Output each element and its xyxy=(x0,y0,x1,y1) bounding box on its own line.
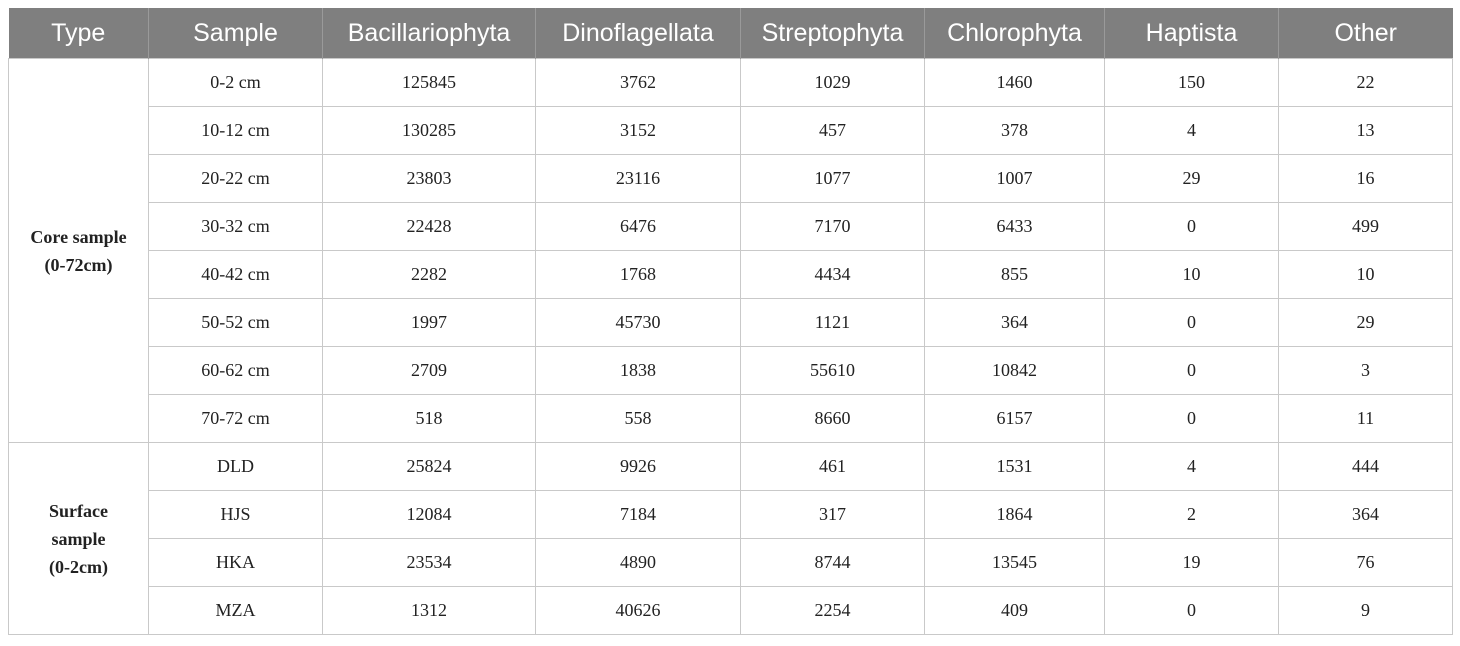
cell-other: 16 xyxy=(1279,155,1453,203)
table-row xyxy=(9,539,1453,587)
header-sample: Sample xyxy=(149,8,323,59)
cell-haptista: 0 xyxy=(1105,203,1279,251)
header-bacillariophyta: Bacillariophyta xyxy=(323,8,536,59)
header-haptista: Haptista xyxy=(1105,8,1279,59)
header-chlorophyta: Chlorophyta xyxy=(925,8,1105,59)
cell-bacillariophyta: 1312 xyxy=(323,587,536,635)
cell-bacillariophyta: 12084 xyxy=(323,491,536,539)
group-type-cell xyxy=(9,443,149,635)
cell-bacillariophyta: 2282 xyxy=(323,251,536,299)
cell-streptophyta: 55610 xyxy=(741,347,925,395)
table-row xyxy=(9,347,1453,395)
table-row xyxy=(9,491,1453,539)
cell-sample: MZA xyxy=(149,587,323,635)
group-type-label-line: sample xyxy=(51,528,106,549)
cell-bacillariophyta: 2709 xyxy=(323,347,536,395)
cell-haptista: 10 xyxy=(1105,251,1279,299)
table-row xyxy=(9,251,1453,299)
header-other: Other xyxy=(1279,8,1453,59)
cell-dinoflagellata: 3762 xyxy=(536,59,741,107)
cell-chlorophyta: 364 xyxy=(925,299,1105,347)
cell-haptista: 19 xyxy=(1105,539,1279,587)
cell-haptista: 0 xyxy=(1105,587,1279,635)
table-body xyxy=(9,59,1453,635)
cell-streptophyta: 457 xyxy=(741,107,925,155)
cell-chlorophyta: 13545 xyxy=(925,539,1105,587)
table-row xyxy=(9,395,1453,443)
cell-other: 29 xyxy=(1279,299,1453,347)
cell-other: 444 xyxy=(1279,443,1453,491)
header-dinoflagellata: Dinoflagellata xyxy=(536,8,741,59)
cell-other: 3 xyxy=(1279,347,1453,395)
header-type: Type xyxy=(9,8,149,59)
table-row xyxy=(9,299,1453,347)
group-type-cell xyxy=(9,59,149,443)
cell-bacillariophyta: 1997 xyxy=(323,299,536,347)
cell-sample: 60-62 cm xyxy=(149,347,323,395)
table-row xyxy=(9,443,1453,491)
cell-streptophyta: 8744 xyxy=(741,539,925,587)
header-streptophyta: Streptophyta xyxy=(741,8,925,59)
cell-dinoflagellata: 1768 xyxy=(536,251,741,299)
cell-chlorophyta: 1531 xyxy=(925,443,1105,491)
cell-streptophyta: 8660 xyxy=(741,395,925,443)
cell-haptista: 29 xyxy=(1105,155,1279,203)
cell-streptophyta: 4434 xyxy=(741,251,925,299)
abundance-table xyxy=(8,8,1453,635)
cell-bacillariophyta: 518 xyxy=(323,395,536,443)
cell-bacillariophyta: 25824 xyxy=(323,443,536,491)
cell-other: 22 xyxy=(1279,59,1453,107)
cell-haptista: 4 xyxy=(1105,107,1279,155)
group-type-label-line: Core sample xyxy=(30,226,127,247)
cell-chlorophyta: 1007 xyxy=(925,155,1105,203)
group-type-label-line: (0-72cm) xyxy=(44,254,113,275)
cell-chlorophyta: 378 xyxy=(925,107,1105,155)
cell-sample: 40-42 cm xyxy=(149,251,323,299)
cell-sample: 20-22 cm xyxy=(149,155,323,203)
data-table-container xyxy=(8,8,1452,635)
group-type-label-line: (0-2cm) xyxy=(49,556,108,577)
cell-haptista: 150 xyxy=(1105,59,1279,107)
cell-sample: 0-2 cm xyxy=(149,59,323,107)
cell-dinoflagellata: 7184 xyxy=(536,491,741,539)
cell-bacillariophyta: 125845 xyxy=(323,59,536,107)
cell-chlorophyta: 855 xyxy=(925,251,1105,299)
cell-other: 13 xyxy=(1279,107,1453,155)
cell-chlorophyta: 1864 xyxy=(925,491,1105,539)
cell-streptophyta: 7170 xyxy=(741,203,925,251)
cell-other: 9 xyxy=(1279,587,1453,635)
cell-other: 10 xyxy=(1279,251,1453,299)
cell-sample: DLD xyxy=(149,443,323,491)
cell-dinoflagellata: 6476 xyxy=(536,203,741,251)
cell-chlorophyta: 1460 xyxy=(925,59,1105,107)
cell-other: 499 xyxy=(1279,203,1453,251)
cell-bacillariophyta: 23803 xyxy=(323,155,536,203)
table-header xyxy=(9,8,1453,59)
cell-chlorophyta: 6433 xyxy=(925,203,1105,251)
cell-sample: 30-32 cm xyxy=(149,203,323,251)
cell-dinoflagellata: 558 xyxy=(536,395,741,443)
cell-dinoflagellata: 3152 xyxy=(536,107,741,155)
cell-other: 76 xyxy=(1279,539,1453,587)
cell-dinoflagellata: 1838 xyxy=(536,347,741,395)
header-row xyxy=(9,8,1453,59)
cell-streptophyta: 461 xyxy=(741,443,925,491)
cell-dinoflagellata: 9926 xyxy=(536,443,741,491)
cell-chlorophyta: 409 xyxy=(925,587,1105,635)
cell-bacillariophyta: 22428 xyxy=(323,203,536,251)
cell-dinoflagellata: 45730 xyxy=(536,299,741,347)
table-row xyxy=(9,587,1453,635)
group-type-label-line: Surface xyxy=(49,500,108,521)
table-row xyxy=(9,59,1453,107)
cell-bacillariophyta: 130285 xyxy=(323,107,536,155)
cell-haptista: 0 xyxy=(1105,299,1279,347)
cell-sample: 70-72 cm xyxy=(149,395,323,443)
cell-haptista: 0 xyxy=(1105,395,1279,443)
table-row xyxy=(9,203,1453,251)
cell-streptophyta: 2254 xyxy=(741,587,925,635)
cell-streptophyta: 317 xyxy=(741,491,925,539)
cell-dinoflagellata: 40626 xyxy=(536,587,741,635)
cell-streptophyta: 1077 xyxy=(741,155,925,203)
cell-streptophyta: 1121 xyxy=(741,299,925,347)
cell-dinoflagellata: 23116 xyxy=(536,155,741,203)
cell-other: 11 xyxy=(1279,395,1453,443)
cell-dinoflagellata: 4890 xyxy=(536,539,741,587)
cell-bacillariophyta: 23534 xyxy=(323,539,536,587)
cell-sample: HJS xyxy=(149,491,323,539)
cell-haptista: 0 xyxy=(1105,347,1279,395)
cell-haptista: 2 xyxy=(1105,491,1279,539)
cell-sample: HKA xyxy=(149,539,323,587)
cell-other: 364 xyxy=(1279,491,1453,539)
cell-chlorophyta: 10842 xyxy=(925,347,1105,395)
cell-sample: 10-12 cm xyxy=(149,107,323,155)
cell-streptophyta: 1029 xyxy=(741,59,925,107)
cell-sample: 50-52 cm xyxy=(149,299,323,347)
cell-chlorophyta: 6157 xyxy=(925,395,1105,443)
table-row xyxy=(9,155,1453,203)
cell-haptista: 4 xyxy=(1105,443,1279,491)
table-row xyxy=(9,107,1453,155)
